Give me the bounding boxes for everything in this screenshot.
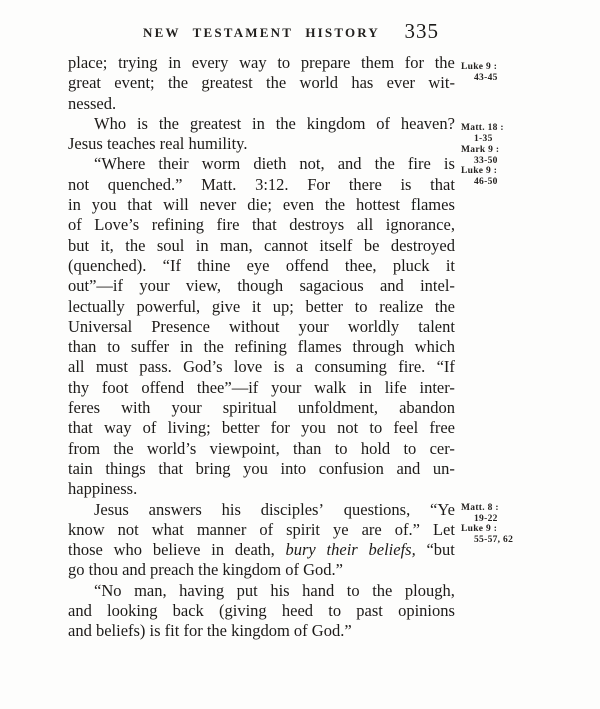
text-line	[68, 418, 455, 438]
word: unfoldment,	[297, 398, 379, 418]
word: of	[142, 418, 157, 438]
text-line	[68, 175, 455, 195]
word: talent	[418, 316, 455, 336]
word: through	[352, 337, 404, 357]
word: God’s	[183, 357, 223, 377]
word: quenched.”	[107, 174, 183, 194]
word: consuming	[314, 357, 387, 377]
running-title: NEW TESTAMENT HISTORY	[143, 25, 380, 40]
text-line	[68, 540, 455, 560]
word: having	[179, 580, 225, 600]
text-line	[68, 581, 455, 601]
word: it,	[100, 235, 114, 255]
margin-note-reference: Matt. 18 :	[461, 123, 504, 133]
word: thy	[68, 377, 90, 397]
word: Presence	[151, 316, 210, 336]
word: free	[429, 418, 455, 438]
word: the	[125, 235, 146, 255]
word: that	[127, 195, 153, 215]
word: you	[91, 195, 117, 215]
word: view,	[185, 276, 222, 296]
word: walk	[314, 377, 347, 397]
text-line	[68, 459, 455, 479]
page-header	[68, 19, 455, 46]
word: Love’s	[94, 215, 140, 235]
word: and	[68, 601, 92, 621]
word: there	[348, 174, 382, 194]
word: spirit	[286, 519, 320, 539]
text-line	[68, 398, 455, 418]
text-line	[68, 520, 455, 540]
text-segment: happiness.	[68, 479, 138, 499]
italic-word: their	[326, 540, 358, 560]
word: way	[103, 418, 132, 438]
word: worldly	[347, 316, 400, 336]
word: the	[372, 580, 393, 600]
word: heaven?	[400, 113, 455, 133]
word: has	[351, 73, 374, 93]
word: Jesus	[94, 499, 129, 519]
word: spiritual	[222, 398, 277, 418]
margin-note-reference: Mark 9 :	[461, 145, 500, 155]
word: suffer	[130, 337, 170, 357]
text-line	[68, 195, 455, 215]
word: not	[337, 418, 359, 438]
margin-note	[461, 166, 498, 187]
text-segment: and beliefs) is fit for the kingdom of God.”	[68, 621, 352, 641]
word: of	[68, 215, 82, 235]
text-line	[68, 500, 455, 520]
text-line	[68, 154, 455, 174]
word: answers	[148, 499, 202, 519]
word: man,	[134, 580, 167, 600]
word: in	[168, 53, 182, 72]
word: for	[270, 418, 290, 438]
margin-note	[461, 62, 498, 83]
word: his	[270, 580, 290, 600]
word: to	[369, 418, 383, 438]
italic-word: beliefs,	[368, 540, 416, 560]
word: wit-	[428, 73, 455, 93]
word: of	[259, 519, 274, 539]
margin-note-verses: 33-50	[474, 155, 498, 166]
word: “Ye	[430, 499, 455, 519]
word: them	[361, 53, 395, 72]
word: living;	[167, 418, 211, 438]
word: never	[199, 195, 237, 215]
word: un-	[432, 458, 455, 478]
word: will	[163, 195, 189, 215]
italic-word: bury	[285, 540, 316, 560]
margin-note-verses: 46-50	[474, 176, 498, 187]
word: thee”—if	[196, 377, 259, 397]
word: but	[68, 235, 90, 255]
text-segment: go thou and preach the kingdom of God.”	[68, 560, 343, 580]
word: destroyed	[390, 235, 455, 255]
text-line	[68, 276, 455, 296]
word: “If	[436, 357, 455, 377]
word: in	[359, 377, 372, 397]
word: that	[158, 458, 184, 478]
margin-column	[461, 0, 596, 709]
word: the	[158, 113, 179, 133]
word: in	[179, 337, 193, 357]
word: refining	[234, 337, 287, 357]
word: which	[414, 337, 455, 357]
word: questions,	[343, 499, 411, 519]
word: “If	[162, 255, 181, 275]
word: to	[277, 53, 291, 72]
word: not	[68, 174, 90, 194]
paragraph	[68, 53, 455, 114]
word: plough,	[404, 580, 455, 600]
text-line	[68, 621, 455, 641]
word: For	[307, 174, 331, 194]
word: for	[404, 53, 424, 72]
word: feel	[393, 418, 419, 438]
word: though	[237, 276, 284, 296]
word: Matt.	[201, 174, 237, 194]
word: the	[275, 113, 296, 133]
margin-note-verses: 19-22	[474, 513, 498, 524]
word: must	[95, 357, 128, 377]
text-line	[68, 378, 455, 398]
word: intel-	[420, 276, 455, 296]
word: not,	[299, 154, 325, 174]
word: flames	[410, 195, 455, 215]
word: it	[445, 255, 455, 275]
word: place;	[68, 53, 108, 72]
word: “No	[94, 580, 122, 600]
word: trying	[118, 53, 158, 72]
word: you	[301, 418, 326, 438]
word: thine	[197, 255, 231, 275]
word: from	[68, 438, 101, 458]
word: give	[211, 296, 241, 316]
word: the	[324, 195, 346, 215]
word: soul	[156, 235, 185, 255]
word: sagacious	[299, 276, 364, 296]
text-line	[68, 337, 455, 357]
word: death,	[234, 540, 275, 560]
word: your	[171, 398, 202, 418]
word: better	[305, 296, 344, 316]
word: is	[443, 154, 455, 174]
word: Who	[94, 113, 127, 133]
word: up;	[272, 296, 294, 316]
word: know	[68, 519, 105, 539]
word: hold	[360, 438, 391, 458]
text-line	[68, 215, 455, 235]
word: manner	[196, 519, 247, 539]
word: pass.	[139, 357, 172, 377]
word: looking	[107, 601, 158, 621]
word: in	[68, 195, 81, 215]
word: thee,	[344, 255, 377, 275]
word: greatest	[189, 113, 242, 133]
word: is	[400, 174, 412, 194]
word: the	[113, 438, 134, 458]
margin-note	[461, 145, 499, 166]
text-line	[68, 53, 455, 73]
word: of	[376, 113, 391, 133]
word: past	[356, 601, 383, 621]
word: the	[434, 296, 455, 316]
margin-note-reference: Matt. 8 :	[461, 503, 499, 513]
word: flames	[297, 337, 342, 357]
word: and	[396, 458, 421, 478]
text-line	[68, 114, 455, 134]
word: ever	[386, 73, 416, 93]
margin-note	[461, 123, 504, 144]
word: you	[243, 458, 268, 478]
word: (quenched).	[68, 255, 147, 275]
word: to	[346, 580, 360, 600]
word: in	[211, 540, 225, 560]
word: the	[434, 53, 455, 72]
text-line	[68, 560, 455, 580]
word: heed	[281, 601, 314, 621]
word: is	[273, 357, 285, 377]
word: offend	[285, 255, 329, 275]
word: opinions	[398, 601, 455, 621]
margin-note-reference: Luke 9 :	[461, 166, 498, 176]
margin-note-reference: Luke 9 :	[461, 524, 498, 534]
word: back	[172, 601, 204, 621]
word: hand	[302, 580, 335, 600]
word: itself	[319, 235, 353, 255]
word: fire.	[398, 357, 426, 377]
word: the	[374, 154, 395, 174]
word: those	[68, 540, 103, 560]
word: what	[151, 519, 184, 539]
word: viewpoint,	[209, 438, 280, 458]
word: the	[266, 73, 287, 93]
word: dieth	[253, 154, 287, 174]
word: die;	[247, 195, 272, 215]
word: ignorance,	[385, 215, 455, 235]
word: to	[334, 438, 348, 458]
word: the	[203, 337, 224, 357]
word: to	[354, 296, 368, 316]
word: man,	[220, 235, 253, 255]
word: every	[191, 53, 229, 72]
word: confusion	[318, 458, 384, 478]
word: love	[233, 357, 263, 377]
text-line	[68, 94, 455, 114]
word: it	[251, 296, 262, 316]
word: the	[167, 73, 189, 93]
word: that	[251, 215, 277, 235]
word: kingdom	[306, 113, 366, 133]
word: is	[136, 113, 148, 133]
word: that	[68, 418, 93, 438]
word: your	[271, 377, 302, 397]
margin-note	[461, 503, 499, 524]
word: than	[293, 438, 322, 458]
word: Let	[432, 519, 455, 539]
word: prepare	[300, 53, 351, 72]
word: than	[68, 337, 97, 357]
word: with	[121, 398, 151, 418]
text-line	[68, 479, 455, 499]
word: all	[356, 215, 374, 235]
word: way	[239, 53, 267, 72]
word: pluck	[392, 255, 430, 275]
paragraph	[68, 500, 455, 581]
word: world	[299, 73, 339, 93]
text-line	[68, 297, 455, 317]
text-line	[68, 317, 455, 337]
word: into	[280, 458, 307, 478]
word: greatest	[201, 73, 253, 93]
word: all	[68, 357, 85, 377]
margin-note-verses: 1-35	[474, 133, 493, 144]
word: bring	[195, 458, 231, 478]
word: world’s	[146, 438, 197, 458]
word: event;	[114, 73, 155, 93]
word: inter-	[419, 377, 455, 397]
margin-note-verses: 43-45	[474, 72, 498, 83]
word: better	[221, 418, 260, 438]
word: a	[295, 357, 304, 377]
word: and	[379, 276, 404, 296]
word: that	[430, 174, 455, 194]
word: “but	[426, 540, 455, 560]
word: in	[252, 113, 265, 133]
text-line	[68, 236, 455, 256]
word: your	[139, 276, 170, 296]
word: fire	[216, 215, 240, 235]
paragraph	[68, 114, 455, 155]
word: cannot	[264, 235, 308, 255]
word: to	[107, 337, 121, 357]
word: believe	[152, 540, 201, 560]
word: their	[158, 154, 189, 174]
word: are	[361, 519, 382, 539]
word: his	[221, 499, 241, 519]
paragraph	[68, 581, 455, 642]
word: without	[228, 316, 280, 336]
word: of.”	[394, 519, 420, 539]
word: (giving	[219, 601, 267, 621]
word: powerful,	[136, 296, 201, 316]
word: feres	[68, 398, 101, 418]
word: offend	[141, 377, 185, 397]
word: realize	[379, 296, 424, 316]
margin-note	[461, 524, 513, 545]
word: ye	[333, 519, 349, 539]
word: 3:12.	[255, 174, 289, 194]
word: not	[117, 519, 139, 539]
word: to	[328, 601, 342, 621]
word: destroys	[289, 215, 345, 235]
word: your	[298, 316, 329, 336]
word: life	[384, 377, 407, 397]
word: put	[236, 580, 258, 600]
word: to	[403, 438, 417, 458]
text-segment: Jesus teaches real humility.	[68, 134, 248, 154]
word: hottest	[356, 195, 400, 215]
word: foot	[101, 377, 129, 397]
word: out”—if	[68, 276, 123, 296]
word: Universal	[68, 316, 133, 336]
word: even	[282, 195, 315, 215]
margin-note-reference: Luke 9 :	[461, 62, 498, 72]
word: “Where	[94, 154, 146, 174]
word: abandon	[399, 398, 455, 418]
word: worm	[201, 154, 241, 174]
page-number: 335	[404, 19, 439, 43]
word: refining	[151, 215, 204, 235]
word: fire	[407, 154, 431, 174]
word: and	[337, 154, 362, 174]
text-line	[68, 601, 455, 621]
margin-note-verses: 55-57, 62	[474, 534, 514, 545]
text-segment: nessed.	[68, 93, 117, 113]
text-line	[68, 134, 455, 154]
word: disciples’	[260, 499, 324, 519]
word: tain	[68, 458, 93, 478]
word: be	[363, 235, 380, 255]
word: in	[195, 235, 209, 255]
word: great	[68, 73, 101, 93]
text-column	[68, 53, 455, 642]
paragraph	[68, 154, 455, 499]
word: who	[113, 540, 143, 560]
word: cer-	[429, 438, 455, 458]
text-line	[68, 73, 455, 93]
text-line	[68, 357, 455, 377]
text-line	[68, 256, 455, 276]
text-line	[68, 439, 455, 459]
word: things	[105, 458, 146, 478]
word: eye	[246, 255, 270, 275]
word: lectually	[68, 296, 125, 316]
